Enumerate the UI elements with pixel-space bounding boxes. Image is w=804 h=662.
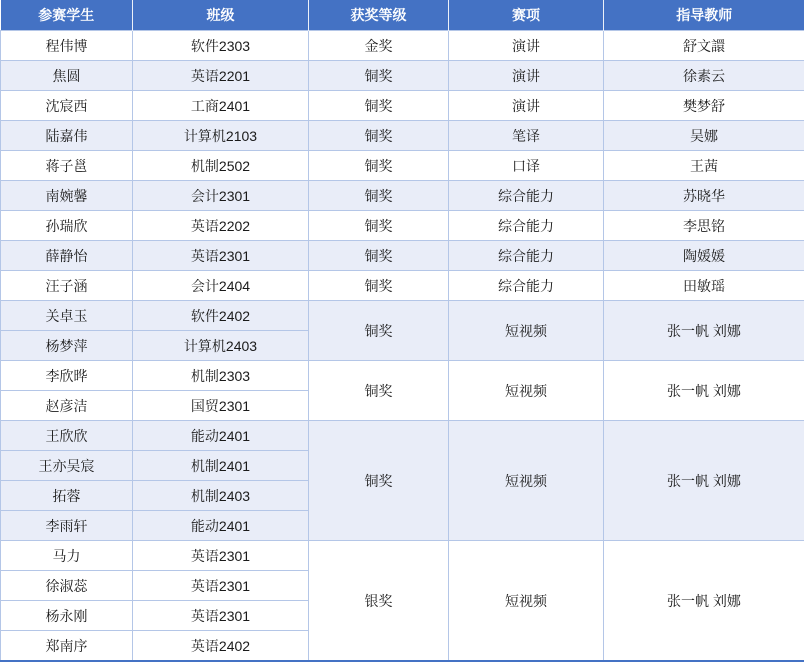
event-cell: 演讲 (449, 91, 604, 121)
event-cell: 短视频 (449, 301, 604, 361)
table-row (1, 31, 804, 61)
table-row (1, 151, 804, 181)
class-cell: 工商2401 (133, 91, 309, 121)
class-cell: 软件2303 (133, 31, 309, 61)
class-cell: 英语2301 (133, 541, 309, 571)
award-cell: 铜奖 (309, 241, 449, 271)
table-row (1, 271, 804, 301)
event-cell: 短视频 (449, 541, 604, 662)
class-cell: 会计2404 (133, 271, 309, 301)
teachers-cell: 李思铭 (604, 211, 804, 241)
class-cell: 能动2401 (133, 421, 309, 451)
table-row (1, 61, 804, 91)
teachers-cell: 张一帆 刘娜 (604, 301, 804, 361)
header-class: 班级 (133, 0, 309, 31)
event-cell: 笔译 (449, 121, 604, 151)
student-cell: 汪子涵 (1, 271, 133, 301)
header-student: 参赛学生 (1, 0, 133, 31)
award-cell: 铜奖 (309, 91, 449, 121)
event-cell: 短视频 (449, 361, 604, 421)
student-cell: 拓蓉 (1, 481, 133, 511)
event-cell: 演讲 (449, 61, 604, 91)
class-cell: 英语2201 (133, 61, 309, 91)
award-cell: 金奖 (309, 31, 449, 61)
teachers-cell: 张一帆 刘娜 (604, 361, 804, 421)
table-row (1, 541, 804, 571)
table-row (1, 301, 804, 331)
teachers-cell: 苏晓华 (604, 181, 804, 211)
student-cell: 薛静怡 (1, 241, 133, 271)
table-row (1, 121, 804, 151)
award-cell: 铜奖 (309, 271, 449, 301)
student-cell: 徐淑蕊 (1, 571, 133, 601)
student-cell: 马力 (1, 541, 133, 571)
student-cell: 李雨轩 (1, 511, 133, 541)
class-cell: 机制2401 (133, 451, 309, 481)
class-cell: 英语2301 (133, 601, 309, 631)
class-cell: 国贸2301 (133, 391, 309, 421)
event-cell: 口译 (449, 151, 604, 181)
class-cell: 能动2401 (133, 511, 309, 541)
event-cell: 综合能力 (449, 181, 604, 211)
teachers-cell: 舒文譞 (604, 31, 804, 61)
class-cell: 机制2403 (133, 481, 309, 511)
teachers-cell: 张一帆 刘娜 (604, 421, 804, 541)
student-cell: 王亦吴宸 (1, 451, 133, 481)
student-cell: 南婉馨 (1, 181, 133, 211)
award-cell: 铜奖 (309, 421, 449, 541)
student-cell: 孙瑞欣 (1, 211, 133, 241)
student-cell: 郑南序 (1, 631, 133, 662)
award-cell: 铜奖 (309, 61, 449, 91)
class-cell: 英语2301 (133, 571, 309, 601)
student-cell: 关卓玉 (1, 301, 133, 331)
table-row (1, 91, 804, 121)
teachers-cell: 王茜 (604, 151, 804, 181)
table-row (1, 211, 804, 241)
award-cell: 铜奖 (309, 151, 449, 181)
header-event: 赛项 (449, 0, 604, 31)
table-row (1, 241, 804, 271)
table-row (1, 421, 804, 451)
event-cell: 演讲 (449, 31, 604, 61)
event-cell: 综合能力 (449, 241, 604, 271)
event-cell: 综合能力 (449, 211, 604, 241)
table-body (1, 31, 804, 662)
class-cell: 机制2502 (133, 151, 309, 181)
header-award: 获奖等级 (309, 0, 449, 31)
teachers-cell: 樊梦舒 (604, 91, 804, 121)
student-cell: 杨永刚 (1, 601, 133, 631)
class-cell: 软件2402 (133, 301, 309, 331)
award-cell: 铜奖 (309, 211, 449, 241)
teachers-cell: 吴娜 (604, 121, 804, 151)
class-cell: 英语2402 (133, 631, 309, 662)
award-cell: 铜奖 (309, 121, 449, 151)
award-cell: 铜奖 (309, 361, 449, 421)
award-cell: 铜奖 (309, 181, 449, 211)
teachers-cell: 徐素云 (604, 61, 804, 91)
class-cell: 会计2301 (133, 181, 309, 211)
teachers-cell: 田敏瑶 (604, 271, 804, 301)
event-cell: 短视频 (449, 421, 604, 541)
teachers-cell: 张一帆 刘娜 (604, 541, 804, 662)
award-cell: 铜奖 (309, 301, 449, 361)
student-cell: 李欣晔 (1, 361, 133, 391)
table-row (1, 361, 804, 391)
teachers-cell: 陶媛媛 (604, 241, 804, 271)
award-cell: 银奖 (309, 541, 449, 662)
table-row (1, 181, 804, 211)
student-cell: 焦圆 (1, 61, 133, 91)
class-cell: 英语2301 (133, 241, 309, 271)
student-cell: 赵彦洁 (1, 391, 133, 421)
class-cell: 英语2202 (133, 211, 309, 241)
student-cell: 程伟博 (1, 31, 133, 61)
header-row (1, 0, 804, 31)
student-cell: 沈宸西 (1, 91, 133, 121)
class-cell: 计算机2103 (133, 121, 309, 151)
student-cell: 蒋子邕 (1, 151, 133, 181)
student-cell: 杨梦萍 (1, 331, 133, 361)
class-cell: 计算机2403 (133, 331, 309, 361)
student-cell: 王欣欣 (1, 421, 133, 451)
header-teachers: 指导教师 (604, 0, 804, 31)
student-cell: 陆嘉伟 (1, 121, 133, 151)
class-cell: 机制2303 (133, 361, 309, 391)
event-cell: 综合能力 (449, 271, 604, 301)
